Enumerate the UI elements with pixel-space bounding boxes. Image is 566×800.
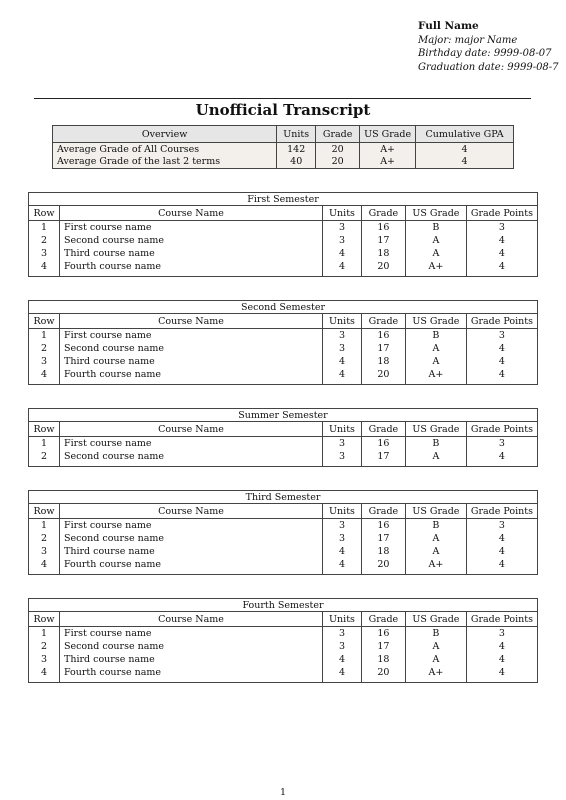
course-row: [29, 260, 538, 277]
course-cell: 17: [361, 234, 405, 247]
course-cell: 3: [322, 342, 361, 355]
course-cell: Second course name: [59, 532, 322, 545]
course-cell: 18: [361, 355, 405, 368]
course-row: [29, 368, 538, 385]
course-row: [29, 355, 538, 368]
semester-col-header: Course Name: [59, 422, 322, 437]
semester-col-header: US Grade: [405, 206, 466, 221]
overview-cell: Average Grade of the last 2 terms: [53, 156, 277, 169]
course-cell: First course name: [59, 519, 322, 533]
course-cell: A: [405, 450, 466, 467]
course-cell: 4: [322, 545, 361, 558]
semester-title: First Semester: [29, 193, 538, 206]
course-cell: 2: [40, 451, 48, 462]
semester-header-row: [29, 206, 538, 221]
course-cell: 4: [466, 260, 537, 277]
course-cell: Fourth course name: [59, 368, 322, 385]
course-cell: 2: [40, 235, 48, 246]
course-cell: 20: [361, 368, 405, 385]
course-cell: Fourth course name: [59, 260, 322, 277]
course-cell: 4: [466, 342, 537, 355]
course-cell: 3: [322, 532, 361, 545]
overview-col-header: US Grade: [360, 126, 416, 143]
student-major: Major: major Name: [418, 34, 518, 46]
course-cell: 20: [361, 558, 405, 575]
course-cell: 4: [466, 558, 537, 575]
semester-table: [28, 300, 538, 385]
course-cell: B: [405, 627, 466, 641]
semester-col-header: US Grade: [405, 504, 466, 519]
course-cell: Fourth course name: [59, 666, 322, 683]
overview-cell: A+: [360, 156, 416, 169]
course-cell: 16: [361, 437, 405, 451]
course-cell: 16: [361, 627, 405, 641]
course-row: [29, 342, 538, 355]
semester-table: [28, 598, 538, 683]
course-row: [29, 221, 538, 235]
course-cell: 2: [40, 343, 48, 354]
course-row: [29, 247, 538, 260]
course-cell: 3: [466, 519, 537, 533]
course-cell: B: [405, 221, 466, 235]
course-cell: A+: [405, 368, 466, 385]
course-row: [29, 437, 538, 451]
course-cell: 3: [322, 329, 361, 343]
course-cell: 3: [40, 356, 48, 367]
course-row: [29, 666, 538, 683]
semester-title-row: [29, 409, 538, 422]
page-number: 1: [279, 787, 287, 798]
semester-col-header: Row: [29, 314, 60, 329]
semester-col-header: Units: [322, 422, 361, 437]
semester-col-header: US Grade: [405, 314, 466, 329]
course-cell: 17: [361, 450, 405, 467]
overview-col-header: Cumulative GPA: [416, 126, 514, 143]
course-cell: 4: [466, 545, 537, 558]
course-row: [29, 532, 538, 545]
semester-header-row: [29, 314, 538, 329]
course-cell: Fourth course name: [59, 558, 322, 575]
course-cell: 4: [40, 369, 48, 380]
overview-cell: 4: [416, 143, 514, 156]
semester-table: [28, 490, 538, 575]
course-cell: A+: [405, 666, 466, 683]
course-cell: 4: [466, 532, 537, 545]
course-cell: 4: [466, 234, 537, 247]
course-cell: 4: [322, 260, 361, 277]
overview-header-row: [53, 126, 514, 143]
course-cell: 4: [322, 355, 361, 368]
student-header: [418, 20, 559, 74]
course-cell: A: [405, 640, 466, 653]
semester-col-header: Units: [322, 504, 361, 519]
document-title: Unofficial Transcript: [195, 101, 371, 119]
overview-cell: A+: [360, 143, 416, 156]
semester-col-header: Course Name: [59, 504, 322, 519]
course-cell: A: [405, 234, 466, 247]
course-cell: Third course name: [59, 653, 322, 666]
course-cell: Second course name: [59, 234, 322, 247]
course-cell: B: [405, 519, 466, 533]
course-cell: 1: [40, 438, 48, 449]
course-cell: 3: [40, 248, 48, 259]
course-row: [29, 234, 538, 247]
semester-col-header: Grade Points: [466, 206, 537, 221]
overview-cell: 20: [316, 156, 360, 169]
semester-col-header: Grade: [361, 422, 405, 437]
course-cell: 2: [40, 533, 48, 544]
overview-cell: Average Grade of All Courses: [53, 143, 277, 156]
course-cell: B: [405, 329, 466, 343]
course-cell: 1: [40, 330, 48, 341]
overview-table: [52, 125, 514, 169]
course-row: [29, 519, 538, 533]
course-cell: 17: [361, 532, 405, 545]
semester-col-header: Units: [322, 206, 361, 221]
course-cell: 16: [361, 329, 405, 343]
course-cell: 4: [322, 666, 361, 683]
course-cell: 16: [361, 221, 405, 235]
graduation-date: Graduation date: 9999-08-7: [418, 61, 559, 73]
course-cell: 16: [361, 519, 405, 533]
course-cell: 1: [40, 520, 48, 531]
course-cell: 4: [466, 368, 537, 385]
course-cell: 3: [322, 221, 361, 235]
header-rule: [34, 98, 531, 99]
semester-col-header: US Grade: [405, 612, 466, 627]
course-cell: 3: [466, 329, 537, 343]
course-cell: 1: [40, 222, 48, 233]
semester-title: Fourth Semester: [29, 599, 538, 612]
course-cell: 20: [361, 260, 405, 277]
overview-cell: 40: [277, 156, 316, 169]
semester-title-row: [29, 301, 538, 314]
semester-header-row: [29, 504, 538, 519]
semester-col-header: Grade Points: [466, 422, 537, 437]
semester-col-header: Grade: [361, 206, 405, 221]
course-cell: A+: [405, 260, 466, 277]
semester-title-row: [29, 491, 538, 504]
course-row: [29, 558, 538, 575]
course-cell: A: [405, 247, 466, 260]
semester-table: [28, 192, 538, 277]
course-cell: 17: [361, 640, 405, 653]
course-cell: 20: [361, 666, 405, 683]
semester-col-header: Course Name: [59, 314, 322, 329]
course-cell: First course name: [59, 329, 322, 343]
course-cell: 3: [322, 234, 361, 247]
course-cell: 3: [466, 437, 537, 451]
course-cell: 4: [322, 558, 361, 575]
semester-col-header: Grade Points: [466, 504, 537, 519]
overview-col-header: Grade: [316, 126, 360, 143]
semester-col-header: Row: [29, 504, 60, 519]
course-cell: First course name: [59, 437, 322, 451]
course-cell: 18: [361, 247, 405, 260]
semester-col-header: Course Name: [59, 206, 322, 221]
semester-title-row: [29, 599, 538, 612]
semester-col-header: Grade Points: [466, 612, 537, 627]
semester-col-header: Grade Points: [466, 314, 537, 329]
course-cell: 4: [40, 261, 48, 272]
semester-table: [28, 408, 538, 467]
course-cell: A: [405, 342, 466, 355]
semester-col-header: Row: [29, 612, 60, 627]
course-cell: 3: [322, 519, 361, 533]
course-cell: A: [405, 532, 466, 545]
course-cell: 3: [40, 654, 48, 665]
course-row: [29, 640, 538, 653]
course-cell: 18: [361, 653, 405, 666]
course-cell: 4: [40, 559, 48, 570]
semester-title-row: [29, 193, 538, 206]
course-cell: 4: [466, 355, 537, 368]
course-row: [29, 450, 538, 467]
student-name: Full Name: [418, 20, 479, 32]
course-cell: 4: [322, 247, 361, 260]
overview-row: [53, 156, 514, 169]
semester-col-header: Grade: [361, 612, 405, 627]
semester-title: Third Semester: [29, 491, 538, 504]
course-row: [29, 329, 538, 343]
course-cell: Third course name: [59, 545, 322, 558]
birthday-date: Birthday date: 9999-08-07: [418, 48, 552, 59]
semester-header-row: [29, 612, 538, 627]
semester-col-header: US Grade: [405, 422, 466, 437]
course-cell: 3: [40, 546, 48, 557]
course-cell: B: [405, 437, 466, 451]
course-cell: A: [405, 355, 466, 368]
overview-cell: 4: [416, 156, 514, 169]
course-cell: A+: [405, 558, 466, 575]
semester-col-header: Row: [29, 206, 60, 221]
course-cell: A: [405, 545, 466, 558]
course-row: [29, 653, 538, 666]
course-cell: A: [405, 653, 466, 666]
course-cell: 17: [361, 342, 405, 355]
course-cell: 3: [322, 450, 361, 467]
course-cell: 4: [40, 667, 48, 678]
semester-header-row: [29, 422, 538, 437]
course-cell: Second course name: [59, 450, 322, 467]
course-cell: 18: [361, 545, 405, 558]
semester-col-header: Units: [322, 612, 361, 627]
course-cell: 4: [466, 666, 537, 683]
course-cell: 3: [322, 627, 361, 641]
course-cell: 4: [466, 450, 537, 467]
course-cell: 3: [466, 627, 537, 641]
course-cell: 4: [466, 653, 537, 666]
course-cell: 3: [322, 640, 361, 653]
course-cell: 4: [322, 368, 361, 385]
course-cell: 3: [322, 437, 361, 451]
course-cell: Second course name: [59, 640, 322, 653]
overview-col-header: Overview: [53, 126, 277, 143]
course-cell: 2: [40, 641, 48, 652]
semester-col-header: Course Name: [59, 612, 322, 627]
course-cell: Third course name: [59, 247, 322, 260]
course-cell: 4: [466, 247, 537, 260]
overview-cell: 142: [277, 143, 316, 156]
overview-col-header: Units: [277, 126, 316, 143]
semester-col-header: Units: [322, 314, 361, 329]
course-cell: 3: [466, 221, 537, 235]
semester-title: Summer Semester: [29, 409, 538, 422]
semester-title: Second Semester: [29, 301, 538, 314]
overview-row: [53, 143, 514, 156]
course-cell: 4: [322, 653, 361, 666]
semester-col-header: Grade: [361, 504, 405, 519]
course-cell: 4: [466, 640, 537, 653]
course-cell: 1: [40, 628, 48, 639]
course-cell: First course name: [59, 221, 322, 235]
course-cell: Third course name: [59, 355, 322, 368]
semester-col-header: Row: [29, 422, 60, 437]
course-cell: First course name: [59, 627, 322, 641]
course-cell: Second course name: [59, 342, 322, 355]
semester-col-header: Grade: [361, 314, 405, 329]
overview-cell: 20: [316, 143, 360, 156]
course-row: [29, 627, 538, 641]
course-row: [29, 545, 538, 558]
